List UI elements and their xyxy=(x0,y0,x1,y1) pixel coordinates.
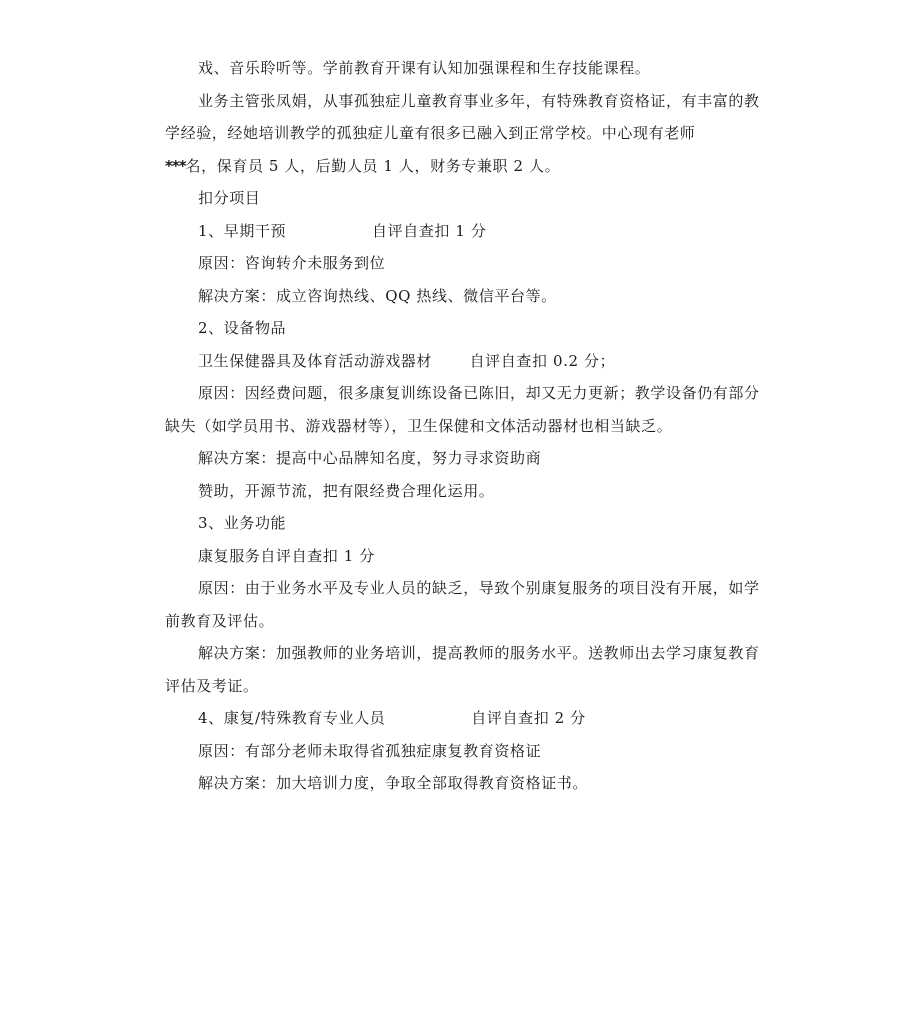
item-1-solution: 解决方案：成立咨询热线、QQ 热线、微信平台等。 xyxy=(198,286,557,305)
document-body xyxy=(165,52,765,800)
item-3-solution: 解决方案：加强教师的业务培训，提高教师的服务水平。送教师出去学习康复教育评估及考证。 xyxy=(165,644,760,695)
item-2-solution: 解决方案：提高中心品牌知名度，努力寻求资助商 xyxy=(198,449,542,467)
item-1-reason: 原因：咨询转介未服务到位 xyxy=(198,254,386,272)
redacted-count: *** xyxy=(165,156,186,175)
staff-text: 名，保育员 5 人，后勤人员 1 人，财务专兼职 2 人。 xyxy=(185,156,561,175)
item-3-subtitle: 康复服务自评自查扣 1 分 xyxy=(198,546,375,565)
item-1-title: 1、早期干预 自评自查扣 1 分 xyxy=(198,221,487,240)
item-2-title: 2、设备物品 xyxy=(198,319,287,337)
item-4-reason: 原因：有部分老师未取得省孤独症康复教育资格证 xyxy=(198,741,542,760)
paragraph-supervisor: 业务主管张凤娟，从事孤独症儿童教育事业多年，有特殊教育资格证，有丰富的教学经验，经她培训教学的孤独症儿童有很多已融入到正常学校。中心现有老师 xyxy=(165,91,760,142)
item-3-reason: 原因：由于业务水平及专业人员的缺乏，导致个别康复服务的项目没有开展，如学前教育及评估。 xyxy=(165,579,760,630)
item-2-subtitle: 卫生保健器具及体育活动游戏器材 自评自查扣 0.2 分； xyxy=(198,351,616,370)
item-2-solution-cont: 赞助，开源节流，把有限经费合理化运用。 xyxy=(198,481,495,500)
item-4-title: 4、康复/特殊教育专业人员 自评自查扣 2 分 xyxy=(198,709,586,727)
item-4-solution: 解决方案：加大培训力度，争取全部取得教育资格证书。 xyxy=(198,774,589,792)
paragraph-curriculum: 戏、音乐聆听等。学前教育开课有认知加强课程和生存技能课程。 xyxy=(198,59,651,77)
item-3-title: 3、业务功能 xyxy=(198,514,287,532)
paragraph-staff xyxy=(165,150,765,183)
heading-deductions: 扣分项目 xyxy=(198,189,261,207)
item-2-reason: 原因：因经费问题，很多康复训练设备已陈旧，却又无力更新；教学设备仍有部分缺失（如学员用书、游戏器材等），卫生保健和文体活动器材也相当缺乏。 xyxy=(165,384,760,435)
